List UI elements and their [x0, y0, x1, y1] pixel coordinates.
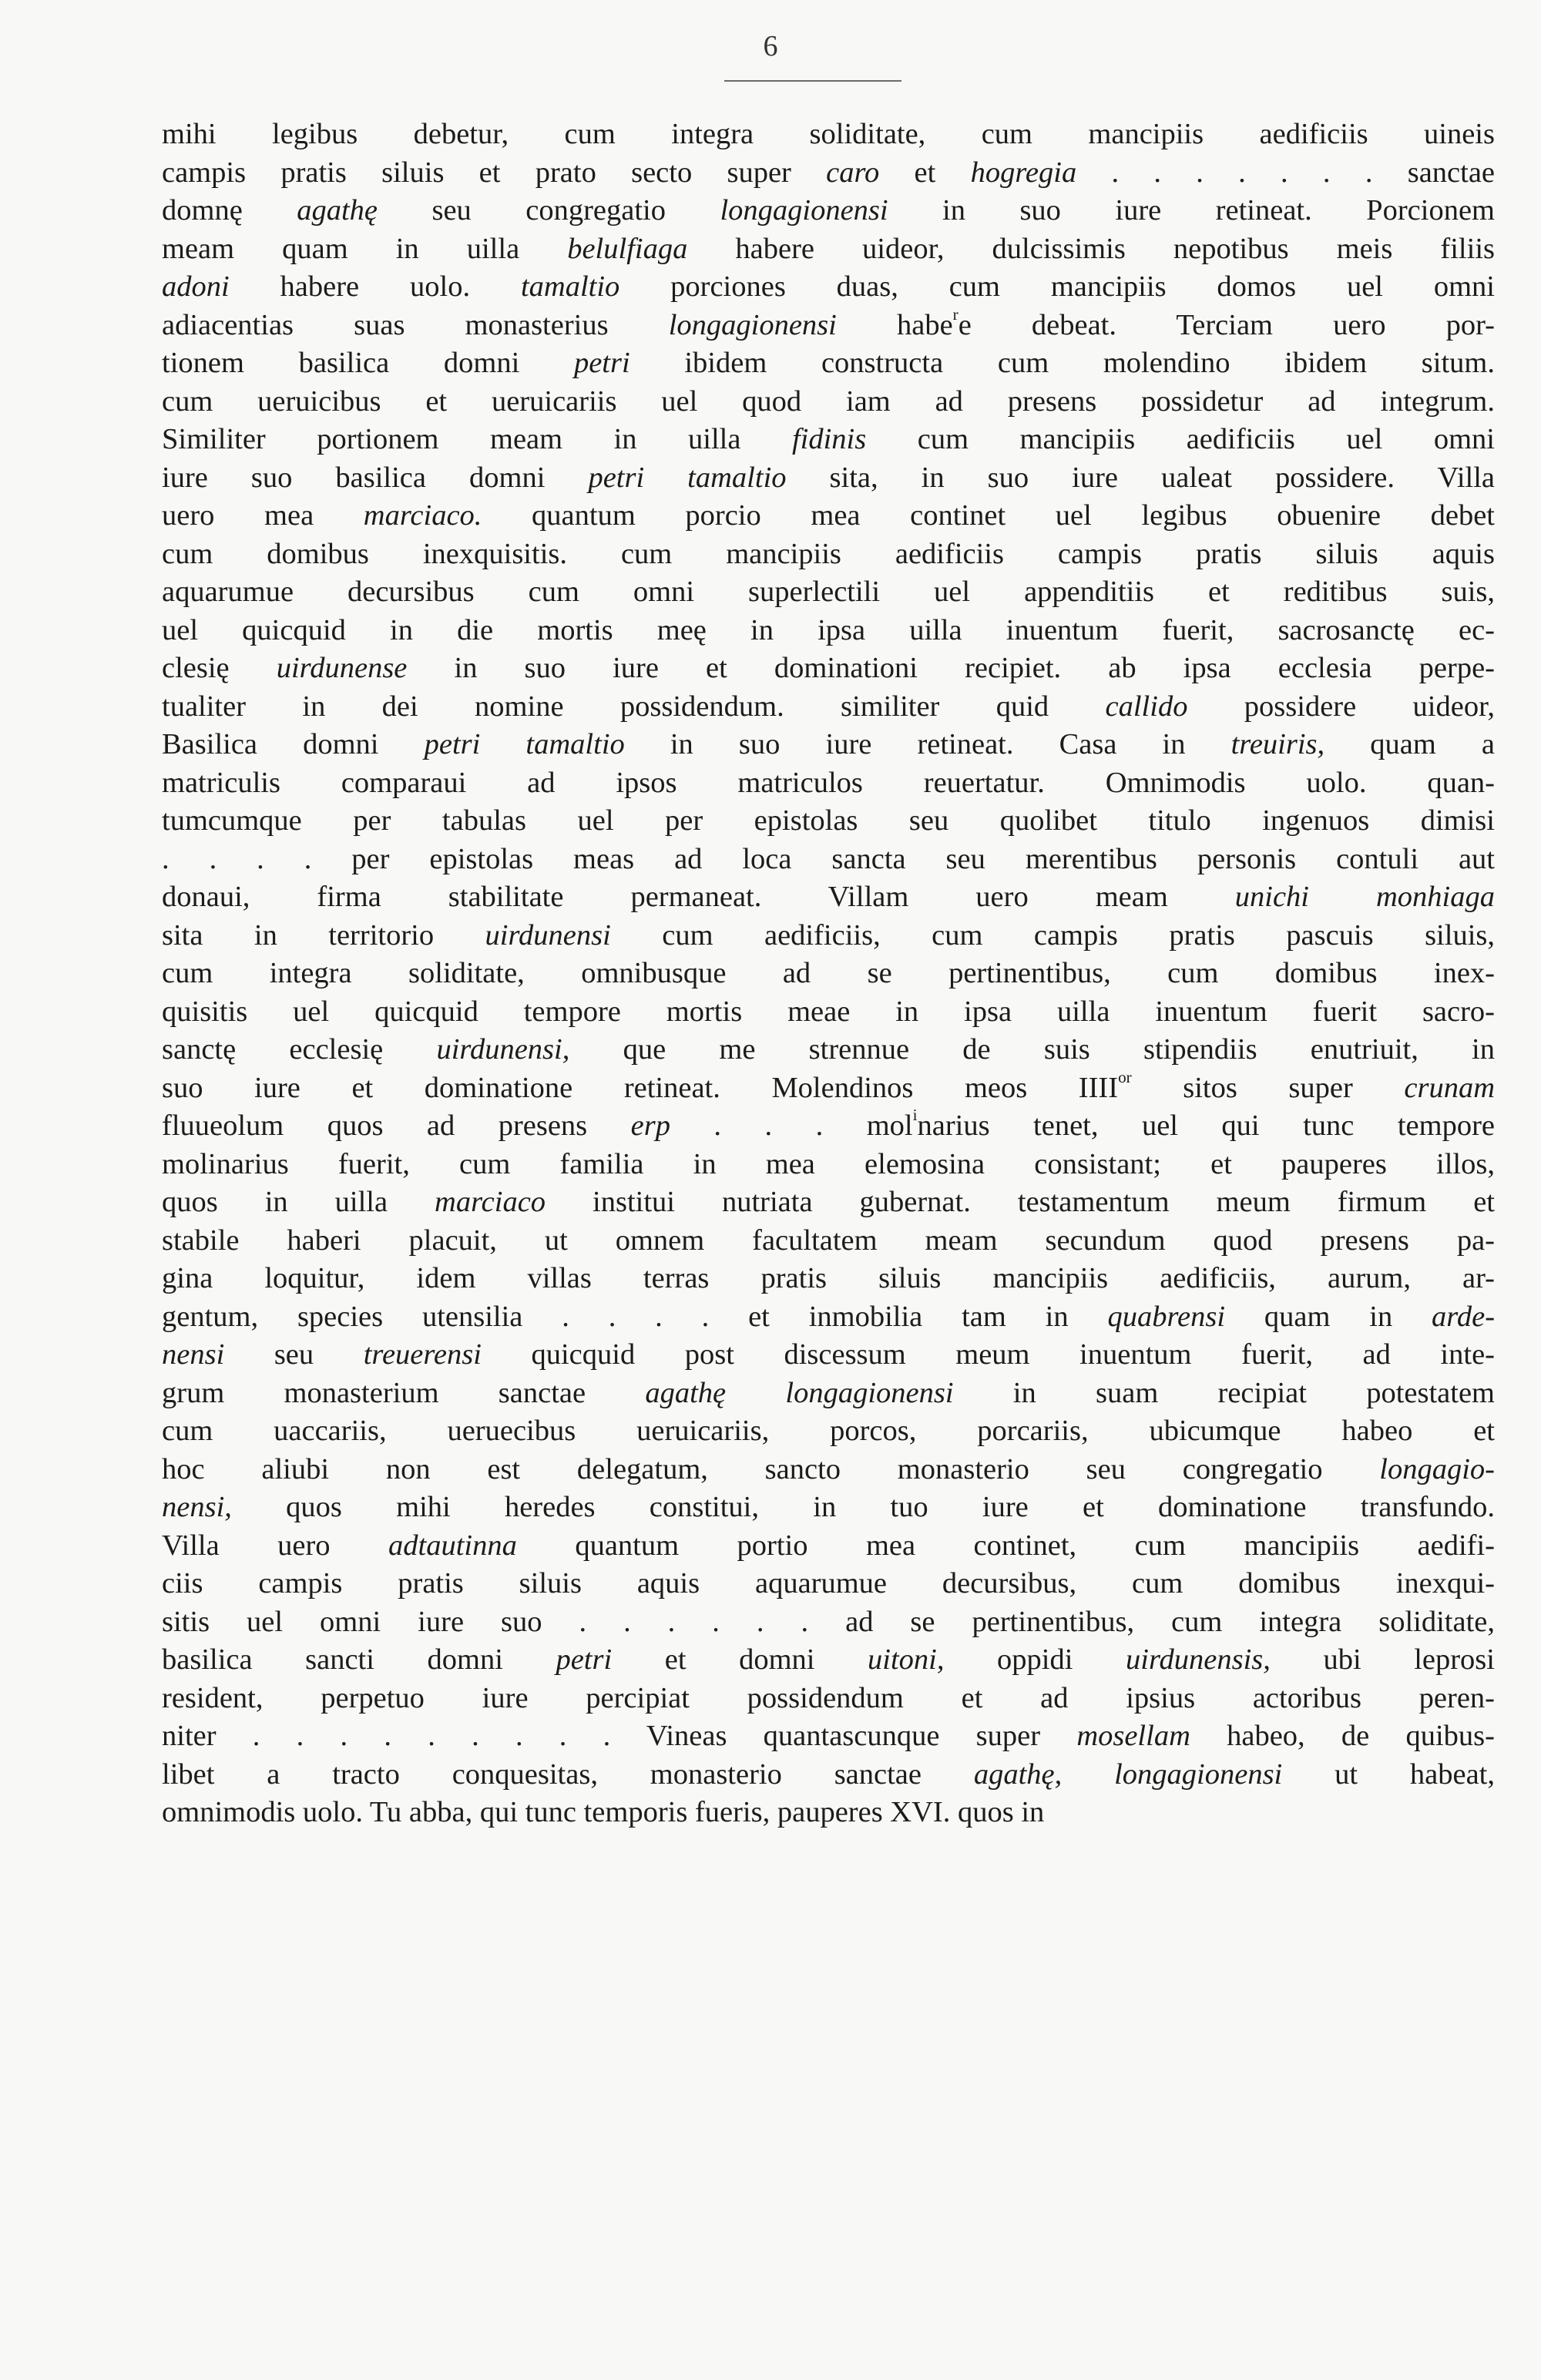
text-run: gina loquitur, idem villas terras pratis siluis mancipiis aedificiis, aurum, ar-: [162, 1262, 1495, 1294]
text-run: porciones duas, cum mancipiis domos uel omni: [619, 270, 1495, 303]
italic-text: uirdunensi: [485, 918, 611, 952]
text-run: tualiter in dei nomine possidendum. similiter quid: [162, 690, 1106, 723]
text-run: donaui, firma stabilitate permaneat. Villam uero meam: [162, 881, 1235, 913]
text-run: tumcumque per tabulas uel per epistolas seu quolibet titulo ingenuos dimisi: [162, 804, 1495, 837]
text-line: [162, 459, 1495, 498]
text-run: possidere uideor,: [1187, 690, 1495, 723]
text-run: mihi legibus debetur, cum integra soliditate, cum mancipiis aedificiis uineis: [162, 118, 1495, 150]
text-line: [162, 650, 1495, 688]
text-line: [162, 1183, 1495, 1222]
text-line: [162, 1527, 1495, 1566]
text-run: in suo iure retineat. Porcionem: [888, 194, 1495, 227]
text-line: [162, 1260, 1495, 1298]
italic-text: adoni: [162, 270, 230, 303]
text-run: ut habeat,: [1282, 1757, 1495, 1791]
italic-text: caro: [826, 156, 880, 189]
text-line: [162, 1565, 1495, 1603]
text-run: cum integra soliditate, omnibusque ad se pertinentibus, cum domibus inex-: [162, 957, 1495, 989]
body-text: [162, 116, 1495, 1832]
italic-text: callido: [1105, 690, 1188, 723]
text-run: quantum portio mea continet, cum mancipiis aedifi-: [516, 1529, 1495, 1562]
text-run: institui nutriata gubernat. testamentum meum firmum et: [546, 1186, 1495, 1218]
text-run: sita in territorio: [162, 918, 485, 952]
text-run: narius tenet, uel qui tunc tempore: [917, 1109, 1495, 1142]
text-line: [162, 116, 1495, 154]
text-run: quam in: [1225, 1300, 1432, 1333]
text-line: [162, 1603, 1495, 1642]
text-line: [162, 421, 1495, 459]
text-run: habe: [836, 308, 953, 341]
text-line: [162, 1146, 1495, 1184]
text-run: aquarumue decursibus cum omni superlectili uel appenditiis et reditibus suis,: [162, 576, 1495, 608]
text-line: [162, 688, 1495, 727]
text-run: sitos super: [1131, 1071, 1405, 1104]
italic-text: treuerensi: [363, 1338, 482, 1371]
italic-text: fidinis: [791, 423, 867, 455]
text-run: uero mea: [162, 499, 364, 532]
text-run: domnę: [162, 194, 297, 227]
italic-text: crunam: [1404, 1071, 1495, 1104]
italic-text: arde-: [1432, 1300, 1495, 1333]
italic-text: longagionensi: [668, 308, 837, 341]
italic-text: petri: [573, 347, 630, 379]
italic-text: longagionensi: [720, 194, 888, 227]
text-run: Basilica domni: [162, 728, 425, 760]
text-run: quos mihi heredes constitui, in tuo iure et dominatione transfundo.: [231, 1491, 1495, 1523]
text-run: hoc aliubi non est delegatum, sancto monasterio seu congregatio: [162, 1452, 1380, 1485]
text-run: . . . mol: [670, 1109, 913, 1142]
italic-text: adtautinna: [388, 1529, 517, 1562]
italic-text: marciaco: [435, 1186, 546, 1218]
text-run: matriculis comparaui ad ipsos matriculos reuertatur. Omnimodis uolo. quan-: [162, 766, 1495, 799]
text-run: et domni: [612, 1643, 868, 1676]
text-run: cum uaccariis, ueruecibus ueruicariis, porcos, porcariis, ubicumque habeo et: [162, 1415, 1495, 1447]
text-line: [162, 192, 1495, 230]
italic-text: marciaco.: [363, 499, 482, 532]
text-run: in suo iure et dominationi recipiet. ab ipsa ecclesia perpe-: [407, 652, 1495, 684]
text-line: [162, 1641, 1495, 1680]
text-run: resident, perpetuo iure percipiat possidendum et ad ipsius actoribus peren-: [162, 1681, 1495, 1714]
text-run: habere uideor, dulcissimis nepotibus meis filiis: [687, 232, 1495, 265]
text-line: [162, 268, 1495, 307]
text-run: et: [879, 156, 971, 189]
text-line: [162, 383, 1495, 421]
text-line: [162, 497, 1495, 535]
italic-text: agathę: [297, 194, 378, 227]
italic-text: erp: [630, 1109, 670, 1142]
text-run: ciis campis pratis siluis aquis aquarumue decursibus, cum domibus inexqui-: [162, 1567, 1495, 1600]
italic-text: uirdunensi,: [436, 1033, 570, 1066]
text-line: [162, 764, 1495, 803]
text-run: libet a tracto conquesitas, monasterio sanctae: [162, 1757, 974, 1791]
italic-text: belulfiaga: [567, 232, 688, 265]
text-line: [162, 230, 1495, 269]
text-run: cum aedificiis, cum campis pratis pascuis siluis,: [610, 918, 1495, 952]
italic-text: hogregia: [970, 156, 1077, 189]
italic-text: uitoni,: [868, 1643, 945, 1676]
text-run: adiacentias suas monasterius: [162, 308, 669, 341]
text-run: seu congregatio: [378, 194, 720, 227]
text-line: [162, 1412, 1495, 1451]
text-run: fluueolum quos ad presens: [162, 1109, 631, 1142]
text-line: [162, 1069, 1495, 1108]
text-line: [162, 1489, 1495, 1527]
text-line: [162, 1451, 1495, 1489]
header-rule: [724, 80, 901, 82]
text-line: [162, 1794, 1495, 1832]
italic-text: petri: [556, 1643, 613, 1676]
text-run: oppidi: [944, 1643, 1126, 1676]
text-line: [162, 1107, 1495, 1146]
italic-text: nensi,: [162, 1491, 232, 1523]
text-run: seu: [224, 1338, 364, 1371]
text-line: [162, 726, 1495, 764]
text-run: tionem basilica domni: [162, 347, 574, 379]
text-run: suo iure et dominatione retineat. Molendinos meos IIII: [162, 1071, 1119, 1104]
text-run: quantum porcio mea continet uel legibus obuenire debet: [482, 499, 1495, 532]
italic-text: treuiris,: [1230, 728, 1325, 760]
superscript-text: r: [952, 306, 959, 324]
text-line: [162, 1336, 1495, 1375]
text-run: clesię: [162, 652, 277, 684]
italic-text: longagio-: [1379, 1452, 1495, 1485]
text-line: [162, 573, 1495, 612]
text-run: cum ueruicibus et ueruicariis uel quod iam ad presens possidetur ad integrum.: [162, 384, 1495, 418]
text-run: quos in uilla: [162, 1186, 435, 1218]
italic-text: unichi monhiaga: [1234, 881, 1495, 913]
text-run: grum monasterium sanctae: [162, 1376, 646, 1409]
text-run: uel quicquid in die mortis meę in ipsa uilla inuentum fuerit, sacrosanctę ec-: [162, 613, 1495, 646]
italic-text: nensi: [162, 1338, 225, 1371]
text-run: e debeat. Terciam uero por-: [958, 308, 1495, 341]
italic-text: petri tamaltio: [424, 728, 625, 760]
text-line: [162, 1375, 1495, 1413]
text-line: [162, 993, 1495, 1032]
text-run: iure suo basilica domni: [162, 461, 589, 494]
text-line: [162, 878, 1495, 917]
text-run: omnimodis uolo. Tu abba, qui tunc temporis fueris, pauperes XVI. quos in: [162, 1796, 1045, 1828]
text-line: [162, 1680, 1495, 1718]
text-run: ubi leprosi: [1270, 1643, 1495, 1676]
italic-text: tamaltio: [520, 270, 620, 303]
text-run: Villa uero: [162, 1529, 389, 1562]
superscript-text: i: [912, 1107, 918, 1124]
text-run: sitis uel omni iure suo . . . . . . ad se pertinentibus, cum integra soliditate,: [162, 1605, 1495, 1638]
text-run: sanctę ecclesię: [162, 1033, 437, 1066]
text-run: ibidem constructa cum molendino ibidem situm.: [629, 347, 1495, 379]
text-run: Similiter portionem meam in uilla: [162, 423, 792, 455]
text-run: in suam recipiat potestatem: [953, 1376, 1495, 1409]
text-line: [162, 307, 1495, 345]
text-run: habere uolo.: [229, 270, 521, 303]
text-line: [162, 1222, 1495, 1260]
text-line: [162, 1717, 1495, 1756]
italic-text: quabrensi: [1107, 1300, 1226, 1333]
text-run: cum mancipiis aedificiis uel omni: [866, 423, 1495, 455]
text-run: molinarius fuerit, cum familia in mea elemosina consistant; et pauperes illos,: [162, 1147, 1495, 1180]
text-line: [162, 535, 1495, 574]
text-run: que me strennue de suis stipendiis enutriuit, in: [569, 1033, 1495, 1066]
text-run: stabile haberi placuit, ut omnem facultatem meam secundum quod presens pa-: [162, 1224, 1495, 1257]
superscript-text: or: [1118, 1069, 1132, 1086]
italic-text: mosellam: [1076, 1720, 1190, 1752]
text-line: [162, 917, 1495, 955]
text-line: [162, 1298, 1495, 1337]
text-run: . . . . . . . sanctae: [1076, 156, 1495, 189]
text-run: in suo iure retineat. Casa in: [624, 728, 1231, 760]
text-line: [162, 344, 1495, 383]
text-run: . . . . per epistolas meas ad loca sancta seu merentibus personis contuli aut: [162, 842, 1495, 875]
text-line: [162, 802, 1495, 841]
text-run: campis pratis siluis et prato secto super: [162, 156, 827, 189]
italic-text: agathę longagionensi: [645, 1376, 954, 1409]
italic-text: uirdunensis,: [1126, 1643, 1271, 1676]
text-line: [162, 1031, 1495, 1069]
text-run: quam a: [1324, 728, 1495, 760]
page-number: 6: [763, 30, 778, 62]
text-run: cum domibus inexquisitis. cum mancipiis aedificiis campis pratis siluis aquis: [162, 537, 1495, 570]
text-line: [162, 1756, 1495, 1794]
italic-text: petri tamaltio: [588, 461, 787, 494]
text-run: gentum, species utensilia . . . . et inmobilia tam in: [162, 1300, 1108, 1333]
italic-text: agathę, longagionensi: [973, 1757, 1283, 1791]
text-line: [162, 612, 1495, 650]
text-run: quicquid post discessum meum inuentum fuerit, ad inte-: [481, 1338, 1495, 1371]
text-line: [162, 154, 1495, 193]
text-run: meam quam in uilla: [162, 232, 568, 265]
text-run: habeo, de quibus-: [1190, 1720, 1495, 1752]
text-run: sita, in suo iure ualeat possidere. Villa: [786, 461, 1495, 494]
text-run: basilica sancti domni: [162, 1643, 556, 1676]
text-run: niter . . . . . . . . . Vineas quantascunque super: [162, 1720, 1077, 1752]
text-line: [162, 955, 1495, 993]
italic-text: uirdunense: [276, 652, 408, 684]
text-run: quisitis uel quicquid tempore mortis meae in ipsa uilla inuentum fuerit sacro-: [162, 995, 1495, 1028]
text-line: [162, 841, 1495, 879]
